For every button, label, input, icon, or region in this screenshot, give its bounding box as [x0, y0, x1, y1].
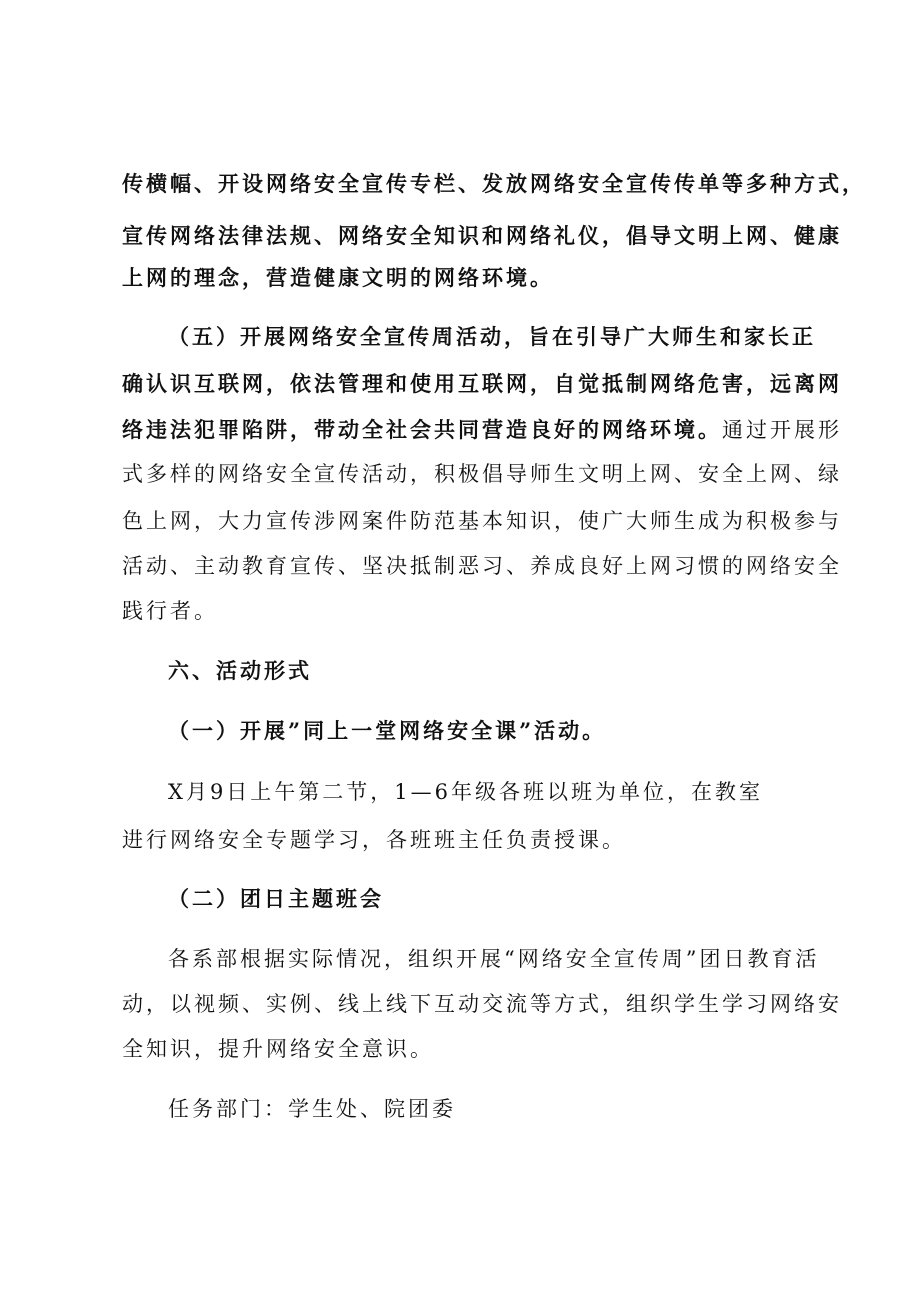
para-continued-line-3: 上网的理念，营造健康文明的网络环境。 [122, 265, 554, 290]
section-six-heading: 六、活动形式 [168, 658, 312, 683]
item-two-line-3: 全知识，提升网络安全意识。 [122, 1037, 434, 1061]
item-two-line-1: 各系部根据实际情况，组织开展“网络安全宣传周”团日教育活 [168, 947, 820, 971]
para-continued-line-2: 宣传网络法律法规、网络安全知识和网络礼仪，倡导文明上网、健康 [122, 223, 842, 248]
item-one-heading: （一）开展”同上一堂网络安全课”活动。 [168, 718, 607, 743]
item-one-line-1: X月9日上午第二节，1—6年级各班以班为单位，在教室 [168, 780, 764, 804]
item-two-line-2: 动，以视频、实例、线上线下互动交流等方式，组织学生学习网络安 [122, 992, 842, 1016]
para-five-line-6: 活动、主动教育宣传、坚决抵制恶习、养成良好上网习惯的网络安全 [122, 554, 842, 578]
para-five-line-3 [122, 416, 842, 444]
task-department: 任务部门：学生处、院团委 [168, 1097, 456, 1121]
para-five-line-3-bold: 络违法犯罪陷阱，带动全社会共同营造良好的网络环境。 [122, 417, 722, 442]
para-five-line-5: 色上网，大力宣传涉网案件防范基本知识，使广大师生成为积极参与 [122, 509, 842, 533]
para-five-line-7: 践行者。 [122, 599, 218, 623]
para-five-line-2: 确认识互联网，依法管理和使用互联网，自觉抵制网络危害，远离网 [122, 371, 842, 396]
para-five-line-3-normal: 通过开展形 [722, 418, 842, 442]
para-continued-line-1: 传横幅、开设网络安全宣传专栏、发放网络安全宣传传单等多种方式， [122, 171, 866, 196]
item-one-line-2: 进行网络安全专题学习，各班班主任负责授课。 [122, 828, 626, 852]
para-five-line-1: （五）开展网络安全宣传周活动，旨在引导广大师生和家长正 [168, 324, 816, 349]
para-five-line-4: 式多样的网络安全宣传活动，积极倡导师生文明上网、安全上网、绿 [122, 462, 842, 486]
item-two-heading: （二）团日主题班会 [168, 886, 384, 911]
